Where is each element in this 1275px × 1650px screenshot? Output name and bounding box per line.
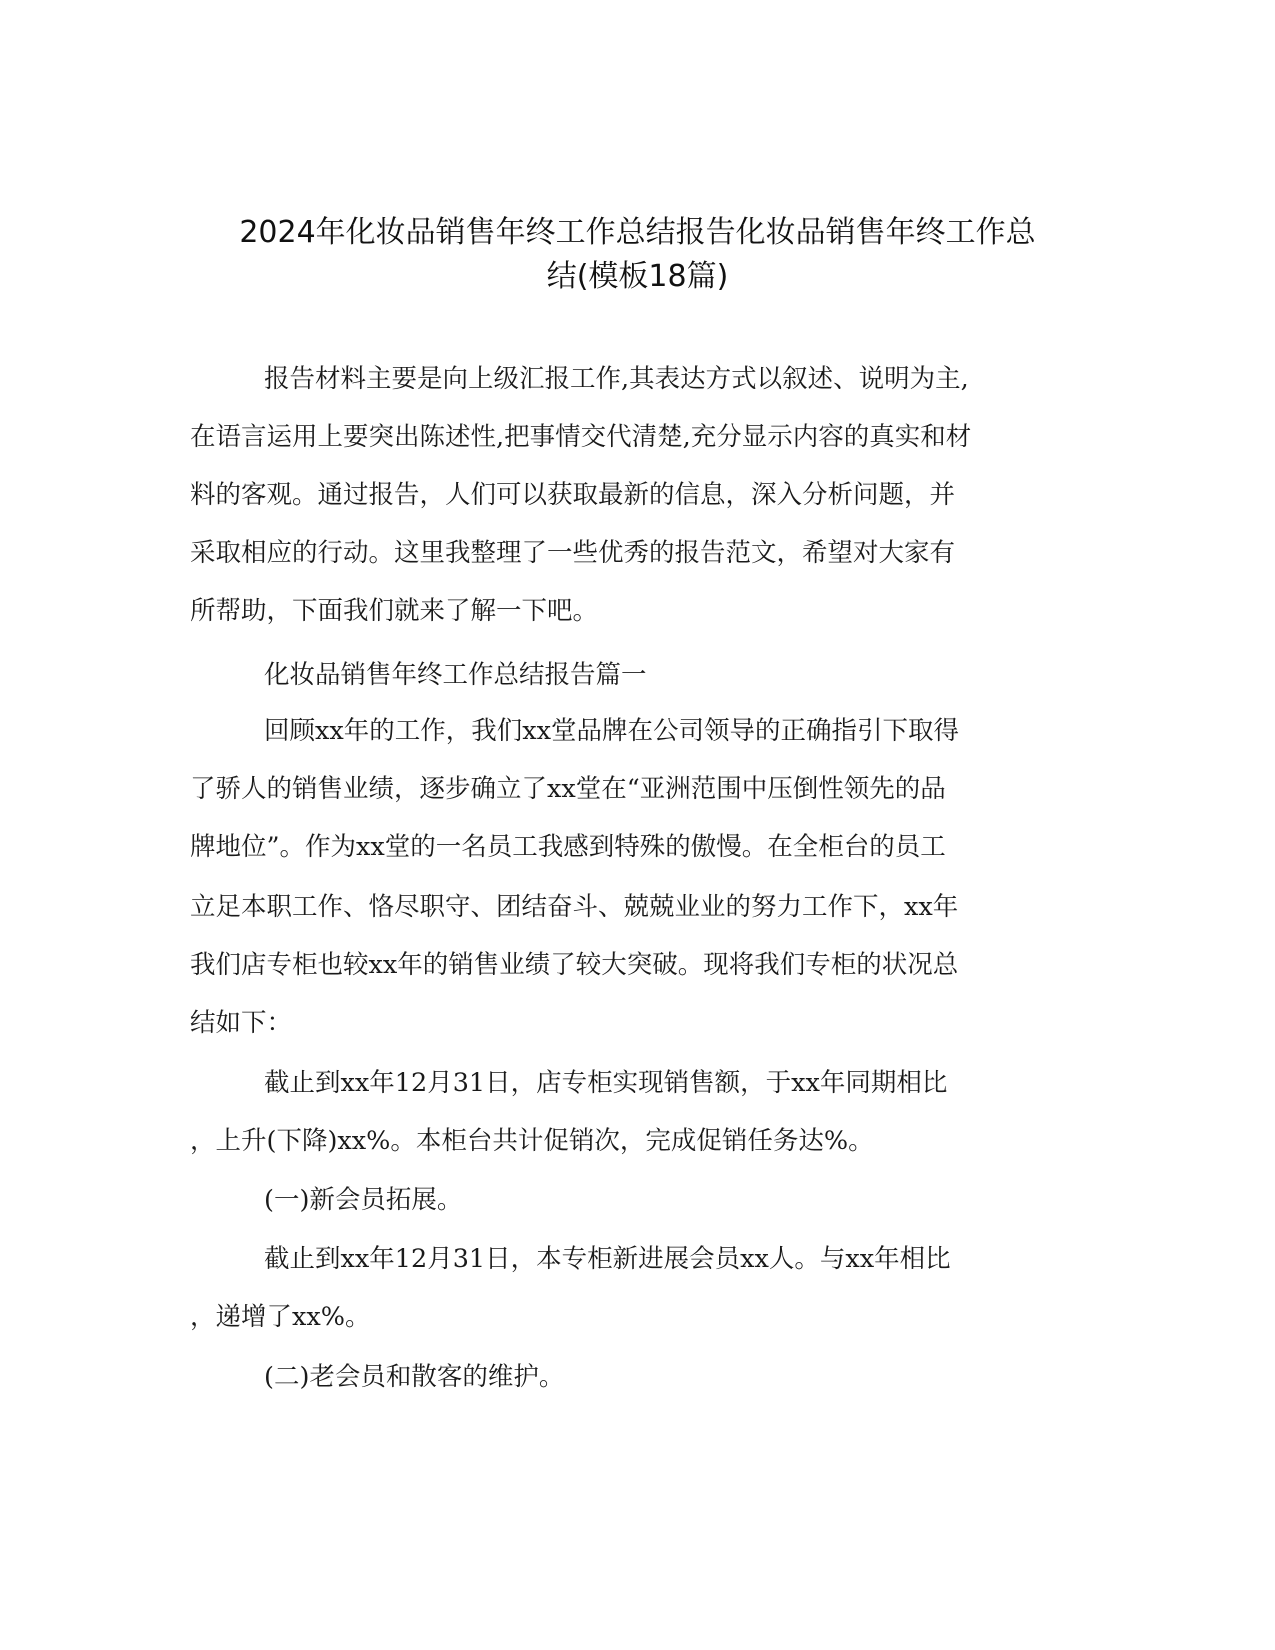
subheading-new-members: (一)新会员拓展。	[264, 1185, 463, 1215]
intro-line-3: 料的客观。通过报告，人们可以获取最新的信息，深入分析问题，并	[190, 480, 956, 510]
members-line-2: ，递增了xx%。	[190, 1302, 371, 1332]
sales-line-1: 截止到xx年12月31日，店专柜实现销售额，于xx年同期相比	[264, 1068, 948, 1098]
body-line-6: 结如下：	[190, 1008, 293, 1038]
body-line-5: 我们店专柜也较xx年的销售业绩了较大突破。现将我们专柜的状况总	[190, 950, 959, 980]
members-line-1: 截止到xx年12月31日，本专柜新进展会员xx人。与xx年相比	[264, 1244, 951, 1274]
sales-line-2: ，上升(下降)xx%。本柜台共计促销次，完成促销任务达%。	[190, 1126, 874, 1156]
subheading-old-members: (二)老会员和散客的维护。	[264, 1362, 565, 1392]
intro-line-1: 报告材料主要是向上级汇报工作,其表达方式以叙述、说明为主,	[264, 364, 969, 394]
body-line-3: 牌地位”。作为xx堂的一名员工我感到特殊的傲慢。在全柜台的员工	[190, 832, 946, 862]
section-heading: 化妆品销售年终工作总结报告篇一	[264, 660, 647, 690]
body-line-4: 立足本职工作、恪尽职守、团结奋斗、兢兢业业的努力工作下，xx年	[190, 892, 959, 922]
intro-line-2: 在语言运用上要突出陈述性,把事情交代清楚,充分显示内容的真实和材	[190, 422, 972, 452]
document-title-line-2: 结(模板18篇)	[546, 259, 729, 294]
body-line-1: 回顾xx年的工作，我们xx堂品牌在公司领导的正确指引下取得	[264, 716, 960, 746]
body-line-2: 了骄人的销售业绩，逐步确立了xx堂在“亚洲范围中压倒性领先的品	[190, 774, 946, 804]
intro-line-5: 所帮助，下面我们就来了解一下吧。	[190, 596, 599, 626]
document-title-line-1: 2024年化妆品销售年终工作总结报告化妆品销售年终工作总	[239, 215, 1036, 250]
intro-line-4: 采取相应的行动。这里我整理了一些优秀的报告范文，希望对大家有	[190, 538, 956, 568]
